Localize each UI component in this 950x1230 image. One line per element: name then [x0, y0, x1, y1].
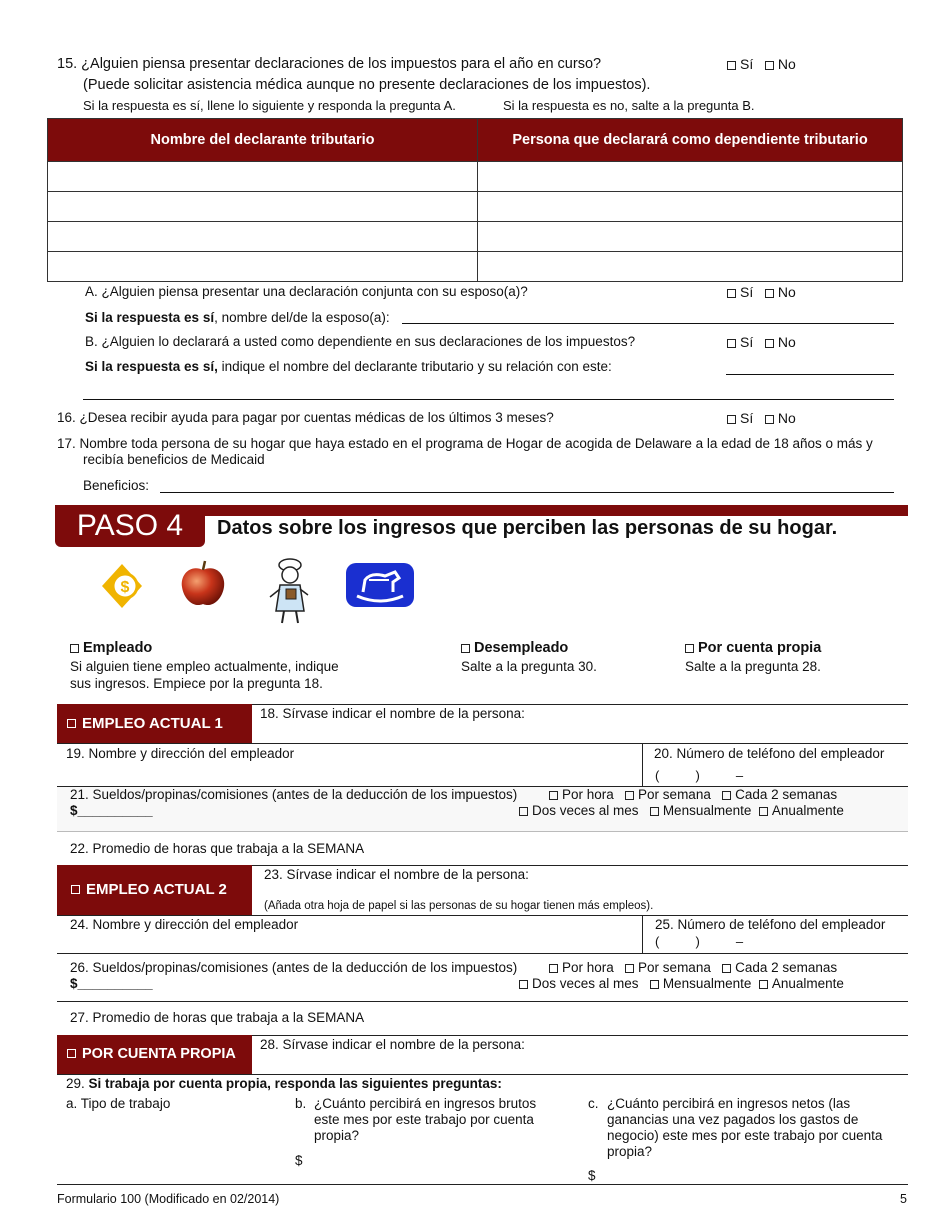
q15-yes-no[interactable]	[727, 56, 796, 72]
job2-note: (Añada otra hoja de papel si las personas de su hogar tienen más empleos).	[264, 900, 654, 912]
q15a-yes-checkbox[interactable]	[727, 289, 736, 298]
no-label: No	[777, 410, 796, 426]
footer-form: Formulario 100 (Modificado en 02/2014)	[57, 1192, 280, 1206]
spouse-name-line[interactable]	[402, 310, 894, 324]
freq-label: Anualmente	[771, 803, 844, 818]
freq-label: Dos veces al mes	[532, 976, 639, 991]
freq-label: Mensualmente	[662, 976, 752, 991]
q25-label: 25. Número de teléfono del empleador	[655, 917, 886, 932]
q29-label	[66, 1076, 502, 1091]
q15b-followup	[85, 359, 612, 374]
q26-label: 26. Sueldos/propinas/comisiones (antes de la deducción de los impuestos)	[70, 960, 518, 975]
yes-label: Sí	[740, 334, 754, 350]
apple-icon	[177, 558, 229, 610]
q29-text: Si trabaja por cuenta propia, responda las siguientes preguntas:	[88, 1076, 502, 1091]
option-unemployed[interactable]	[461, 640, 597, 674]
job2-band[interactable]	[57, 865, 252, 915]
monthly-checkbox[interactable]	[650, 980, 659, 989]
table-cell[interactable]	[478, 192, 903, 222]
job1-freq-row1[interactable]	[549, 787, 837, 802]
q29c-line: ¿Cuánto percibirá en ingresos netos (las	[607, 1096, 851, 1111]
q29c-label	[607, 1096, 882, 1160]
q29c-letter: c.	[588, 1096, 599, 1111]
divider	[57, 831, 908, 832]
job1-band[interactable]	[57, 704, 252, 743]
q16-yes-checkbox[interactable]	[727, 415, 736, 424]
freq-label: Por hora	[562, 960, 614, 975]
svg-text:$: $	[120, 579, 130, 596]
followup-bold: Si la respuesta es sí,	[85, 359, 218, 374]
biweekly-checkbox[interactable]	[722, 791, 731, 800]
job2-phone[interactable]: ( ) –	[655, 934, 744, 949]
q29-number: 29.	[66, 1076, 85, 1091]
annually-checkbox[interactable]	[759, 807, 768, 816]
job2-checkbox[interactable]	[71, 885, 80, 894]
yes-label: Sí	[740, 410, 754, 426]
tax-filer-table	[47, 118, 903, 282]
q15a-followup	[85, 310, 390, 325]
job2-freq-row2[interactable]	[519, 976, 844, 991]
twice-month-checkbox[interactable]	[519, 980, 528, 989]
option-desc: Salte a la pregunta 30.	[461, 659, 597, 674]
freq-label: Cada 2 semanas	[735, 787, 838, 802]
per-hour-checkbox[interactable]	[549, 791, 558, 800]
q17-line2: recibía beneficios de Medicaid	[83, 452, 265, 467]
divider	[57, 953, 908, 954]
q17-line1: 17. Nombre toda persona de su hogar que haya estado en el programa de Hogar de acogida de Delaware a la edad de 18 años o más y	[57, 436, 873, 451]
q19-label: 19. Nombre y dirección del empleador	[66, 746, 295, 761]
worker-icon	[262, 555, 318, 627]
q15a-yes-no[interactable]	[727, 284, 796, 300]
q29a-label: a. Tipo de trabajo	[66, 1096, 171, 1111]
option-desc: Salte a la pregunta 28.	[685, 659, 821, 674]
annually-checkbox[interactable]	[759, 980, 768, 989]
per-week-checkbox[interactable]	[625, 964, 634, 973]
q29b-label	[314, 1096, 536, 1144]
freq-label: Por semana	[638, 960, 711, 975]
freq-label: Dos veces al mes	[532, 803, 639, 818]
per-hour-checkbox[interactable]	[549, 964, 558, 973]
q15-instruction-yes: Si la respuesta es sí, llene lo siguiente y responda la pregunta A.	[83, 98, 456, 113]
employed-checkbox[interactable]	[70, 644, 79, 653]
q29c-dollar[interactable]: $	[588, 1168, 596, 1183]
rocking-horse-icon	[345, 562, 415, 608]
divider	[57, 1184, 908, 1185]
q15b-yes-checkbox[interactable]	[727, 339, 736, 348]
q20-label: 20. Número de teléfono del empleador	[654, 746, 885, 761]
freq-label: Anualmente	[771, 976, 844, 991]
no-label: No	[777, 334, 796, 350]
table-cell[interactable]	[48, 252, 478, 282]
twice-month-checkbox[interactable]	[519, 807, 528, 816]
divider	[642, 915, 643, 953]
q23-label: 23. Sírvase indicar el nombre de la persona:	[264, 867, 529, 882]
q15-no-checkbox[interactable]	[765, 61, 774, 70]
option-desc: Si alguien tiene empleo actualmente, indique	[70, 659, 339, 674]
freq-label: Mensualmente	[662, 803, 752, 818]
unemployed-checkbox[interactable]	[461, 644, 470, 653]
option-employed[interactable]	[70, 640, 339, 691]
tax-filer-header: Nombre del declarante tributario	[48, 119, 478, 162]
freq-label: Cada 2 semanas	[735, 960, 838, 975]
table-cell[interactable]	[48, 222, 478, 252]
q16-yes-no[interactable]	[727, 410, 796, 426]
job2-band-label: EMPLEO ACTUAL 2	[86, 881, 227, 898]
self-employed-checkbox[interactable]	[685, 644, 694, 653]
q16-no-checkbox[interactable]	[765, 415, 774, 424]
q29c-line: negocio) este mes por este trabajo por cuenta	[607, 1128, 883, 1143]
monthly-checkbox[interactable]	[650, 807, 659, 816]
q29b-line: este mes por este trabajo por cuenta	[314, 1112, 534, 1127]
followup-bold: Si la respuesta es sí	[85, 310, 215, 325]
no-label: No	[777, 284, 796, 300]
q15b-no-checkbox[interactable]	[765, 339, 774, 348]
q28-label: 28. Sírvase indicar el nombre de la persona:	[260, 1037, 525, 1052]
paso4-step-label: PASO 4	[55, 505, 205, 547]
page-number: 5	[900, 1192, 907, 1206]
option-label: Desempleado	[474, 640, 569, 656]
table-cell[interactable]	[48, 162, 478, 192]
paso4-title: Datos sobre los ingresos que perciben las personas de su hogar.	[217, 517, 838, 539]
self-employed-band[interactable]	[57, 1035, 252, 1074]
q15a-question: A. ¿Alguien piensa presentar una declaración conjunta con su esposo(a)?	[85, 284, 528, 299]
divider	[57, 915, 908, 916]
benefits-label: Beneficios:	[83, 478, 150, 493]
option-label: Por cuenta propia	[698, 640, 822, 656]
followup-rest: indique el nombre del declarante tributario y su relación con este:	[217, 359, 612, 374]
q15a-no-checkbox[interactable]	[765, 289, 774, 298]
benefits-line[interactable]	[160, 478, 894, 493]
q29b-line: ¿Cuánto percibirá en ingresos brutos	[314, 1096, 537, 1111]
self-employed-band-label: POR CUENTA PROPIA	[82, 1046, 236, 1062]
yes-label: Sí	[740, 56, 754, 72]
q15-note: (Puede solicitar asistencia médica aunque no presente declaraciones de los impuestos).	[83, 77, 651, 93]
job2-wage[interactable]: $__________	[70, 976, 153, 991]
q27-label: 27. Promedio de horas que trabaja a la SEMANA	[70, 1010, 365, 1025]
job1-freq-row2[interactable]	[519, 803, 844, 818]
dependent-header: Persona que declarará como dependiente tributario	[478, 119, 903, 162]
q24-label: 24. Nombre y dirección del empleador	[70, 917, 299, 932]
freq-label: Por hora	[562, 787, 614, 802]
job1-wage[interactable]: $__________	[70, 803, 153, 818]
option-desc: sus ingresos. Empiece por la pregunta 18.	[70, 676, 323, 691]
q15-question: 15. ¿Alguien piensa presentar declaraciones de los impuestos para el año en curso?	[57, 56, 602, 72]
divider	[57, 743, 908, 744]
divider	[57, 1001, 908, 1002]
followup-rest: , nombre del/de la esposo(a):	[214, 310, 390, 325]
q21-label: 21. Sueldos/propinas/comisiones (antes de la deducción de los impuestos)	[70, 787, 518, 802]
q18-label: 18. Sírvase indicar el nombre de la persona:	[260, 706, 525, 721]
self-employed-band-checkbox[interactable]	[67, 1049, 76, 1058]
q15-yes-checkbox[interactable]	[727, 61, 736, 70]
q29b-dollar[interactable]: $	[295, 1153, 303, 1168]
divider	[57, 1074, 908, 1075]
q15b-question: B. ¿Alguien lo declarará a usted como dependiente en sus declaraciones de los impuestos?	[85, 334, 636, 349]
q15b-yes-no[interactable]	[727, 334, 796, 350]
job1-band-label: EMPLEO ACTUAL 1	[82, 715, 223, 732]
job1-phone[interactable]: ( ) –	[655, 768, 744, 783]
freq-label: Por semana	[638, 787, 711, 802]
q15-instruction-no: Si la respuesta es no, salte a la pregunta B.	[503, 98, 755, 113]
option-self-employed[interactable]	[685, 640, 821, 674]
job2-freq-row1[interactable]	[549, 960, 837, 975]
q29c-line: ganancias una vez pagados los gastos de	[607, 1112, 859, 1127]
divider	[642, 743, 643, 786]
job1-checkbox[interactable]	[67, 719, 76, 728]
table-cell[interactable]	[478, 252, 903, 282]
relation-line[interactable]	[83, 385, 894, 400]
table-cell[interactable]	[478, 222, 903, 252]
no-label: No	[777, 56, 796, 72]
yes-label: Sí	[740, 284, 754, 300]
option-label: Empleado	[83, 640, 153, 656]
q29b-letter: b.	[295, 1096, 307, 1111]
biweekly-checkbox[interactable]	[722, 964, 731, 973]
q16-question: 16. ¿Desea recibir ayuda para pagar por cuentas médicas de los últimos 3 meses?	[57, 410, 554, 425]
q29c-line: propia?	[607, 1144, 653, 1159]
money-coin-icon	[100, 562, 144, 610]
table-cell[interactable]	[478, 162, 903, 192]
q29b-line: propia?	[314, 1128, 360, 1143]
q22-label: 22. Promedio de horas que trabaja a la SEMANA	[70, 841, 365, 856]
declarant-line[interactable]	[726, 360, 894, 375]
per-week-checkbox[interactable]	[625, 791, 634, 800]
table-cell[interactable]	[48, 192, 478, 222]
